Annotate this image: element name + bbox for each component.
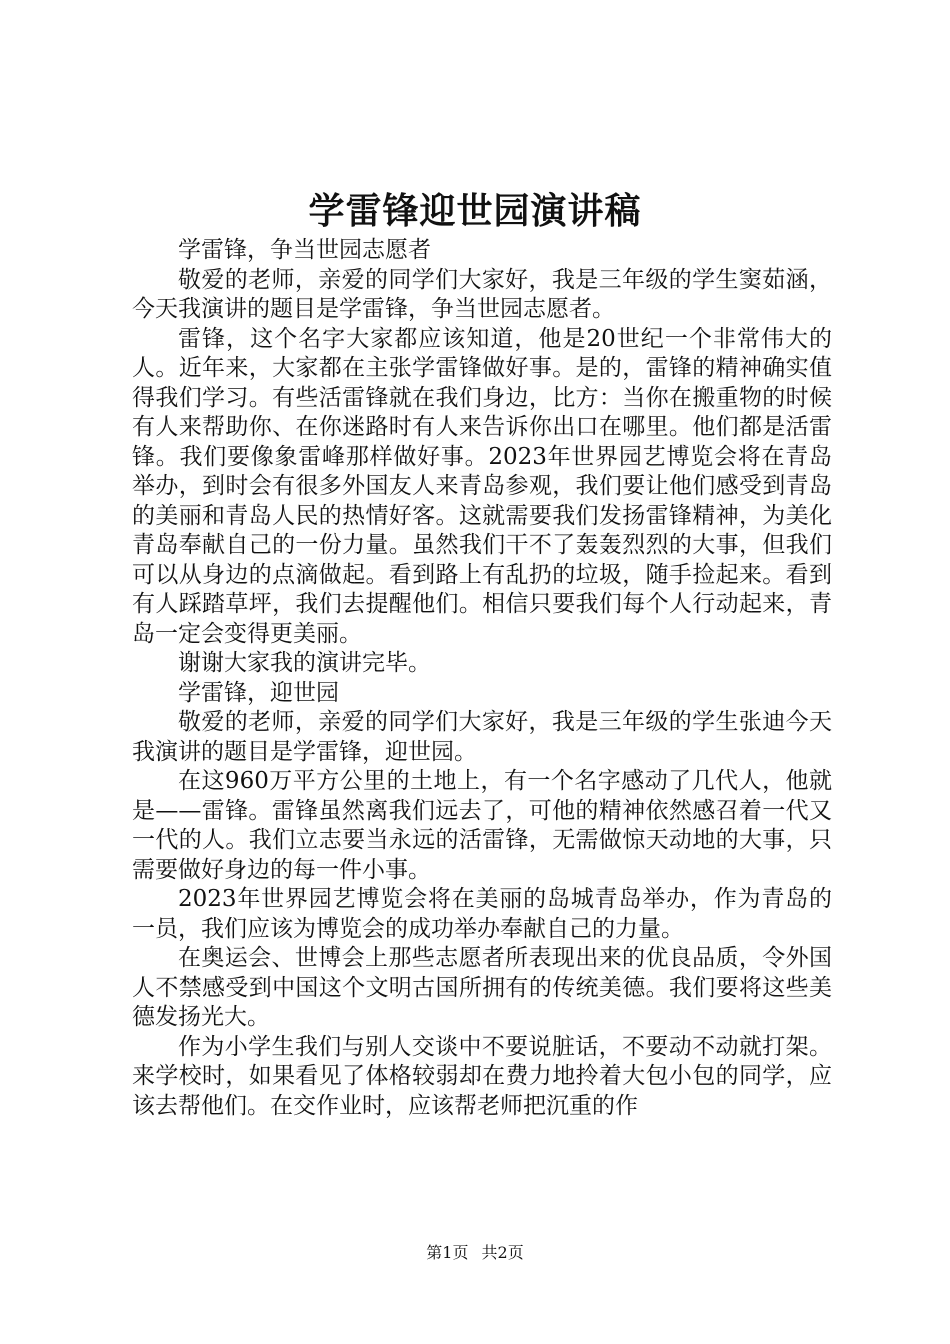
paragraph: 学雷锋，迎世园 — [178, 679, 339, 706]
page-total: 共2页 — [481, 1243, 524, 1262]
paragraph: 在这960万平方公里的土地上，有一个名字感动了几代人，他就是——雷锋。雷锋虽然离我们远去了，可他的精神依然感召着一代又一代的人。我们立志要当永远的活雷锋，无需做惊天动地的大事，只需要做好身边的每一件小事。 — [132, 768, 832, 883]
paragraph: 敬爱的老师，亲爱的同学们大家好，我是三年级的学生张迪今天我演讲的题目是学雷锋，迎世园。 — [132, 709, 832, 765]
paragraph: 作为小学生我们与别人交谈中不要说脏话，不要动不动就打架。来学校时，如果看见了体格较弱却在费力地拎着大包小包的同学，应该去帮他们。在交作业时，应该帮老师把沉重的作 — [132, 1033, 832, 1119]
paragraph: 在奥运会、世博会上那些志愿者所表现出来的优良品质，令外国人不禁感受到中国这个文明古国所拥有的传统美德。我们要将这些美德发扬光大。 — [132, 945, 832, 1030]
page-footer — [0, 1240, 950, 1263]
paragraph: 雷锋，这个名字大家都应该知道，他是20世纪一个非常伟大的人。近年来，大家都在主张学雷锋做好事。是的，雷锋的精神确实值得我们学习。有些活雷锋就在我们身边，比方：当你在搬重物的时候有人来帮助你、在你迷路时有人来告诉你出口在哪里。他们都是活雷锋。我们要像象雷峰那样做好事。2023年世界园艺博览会将在青岛举办，到时会有很多外国友人来青岛参观，我们要让他们感受到青岛的美丽和青岛人民的热情好客。这就需要我们发扬雷锋精神，为美化青岛奉献自己的一份力量。虽然我们干不了轰轰烈烈的大事，但我们可以从身边的点滴做起。看到路上有乱扔的垃圾，随手捡起来。看到有人踩踏草坪，我们去提醒他们。相信只要我们每个人行动起来，青岛一定会变得更美丽。 — [132, 325, 832, 647]
paragraph: 敬爱的老师，亲爱的同学们大家好，我是三年级的学生窦茹涵，今天我演讲的题目是学雷锋，争当世园志愿者。 — [132, 266, 832, 322]
document-title: 学雷锋迎世园演讲稿 — [308, 190, 642, 232]
paragraph: 2023年世界园艺博览会将在美丽的岛城青岛举办，作为青岛的一员，我们应该为博览会的成功举办奉献自己的力量。 — [132, 886, 832, 942]
page-number: 第1页 — [426, 1243, 469, 1262]
paragraph: 学雷锋，争当世园志愿者 — [178, 237, 431, 263]
paragraph: 谢谢大家我的演讲完毕。 — [178, 650, 431, 676]
document-body — [132, 236, 832, 1121]
